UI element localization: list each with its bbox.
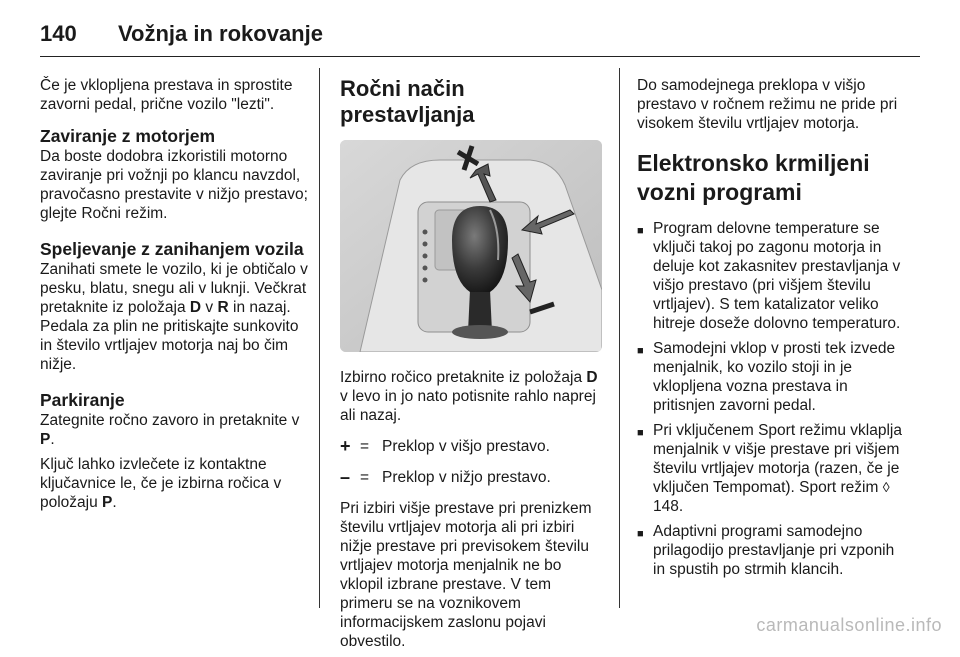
heading-parking: Parkiranje	[40, 390, 125, 410]
parking-text-1: Zategnite ročno zavoro in pretaknite v P.	[40, 412, 300, 448]
column-middle	[340, 76, 602, 657]
engine-braking-text: Da boste dodobra izkoristili motorno zaviranje pri vožnji po klancu navzdol, pravočasno prestavite v nižjo prestavo; glejte Ročni režim.	[40, 148, 308, 222]
list-item: ■ Adaptivni programi samodejno prilagodijo prestavljanje pri vzponih in spustih po strmih klancih.	[637, 523, 895, 578]
minus-icon: –	[340, 467, 351, 487]
column-right	[637, 76, 905, 585]
position-r: R	[217, 299, 229, 316]
column-divider-2	[619, 68, 620, 608]
column-left	[40, 76, 308, 518]
position-d: D	[189, 299, 202, 316]
list-item: ■ Program delovne temperature se vključi takoj po zagonu motorja in deluje kot zakasnitev prestavljanja v višjo prestavo (pri višjem številu vrtljajev). S tem katalizator veliko hitreje doseže dolovno temperaturo.	[637, 220, 901, 332]
heading-manual-mode: Ročni način prestavljanja	[340, 76, 475, 127]
bullet-icon: ■	[637, 345, 644, 357]
lever-instruction: Izbirno ročico pretaknite iz položaja D v levo in jo nato potisnite rahlo naprej ali nazaj.	[340, 369, 598, 424]
parking-text-2: Ključ lahko izvlečete iz kontaktne ključavnice le, če je izbirna ročica v položaju P.	[40, 456, 282, 511]
manual-mode-note: Pri izbiri višje prestave pri prenizkem številu vrtljajev motorja ali pri izbiri nižje prestave pri previsokem številu vrtljajev motorja menjalnik ne bo vklopil izbrane prestave. V tem primeru se na voznikovem informacijskem zaslonu pojavi obvestilo.	[340, 500, 592, 650]
page-reference[interactable]: 148.	[653, 498, 684, 515]
position-d-manual: D	[586, 369, 598, 386]
heading-engine-braking: Zaviranje z motorjem	[40, 126, 216, 146]
intro-paragraph: Če je vklopljena prestava in sprostite zavorni pedal, prične vozilo "lezti".	[40, 77, 293, 113]
bullet-icon: ■	[637, 225, 644, 237]
position-p: P	[40, 431, 51, 448]
list-item: ■ Pri vključenem Sport režimu vklaplja menjalnik v višje prestave pri višjem številu vrtljajev motorja (razen, če je vključen Tempomat). Sport režim ◊ 148.	[637, 422, 902, 515]
auto-upshift-note: Do samodejnega preklopa v višjo prestavo v ročnem režimu ne pride pri visokem številu vrtljajev motorja.	[637, 77, 898, 132]
plus-icon: +	[340, 436, 351, 456]
header-divider	[40, 56, 920, 57]
page-reference-icon: ◊	[882, 479, 890, 495]
column-divider-1	[319, 68, 320, 608]
page-title: Vožnja in rokovanje	[118, 21, 323, 46]
gear-selector-illustration	[340, 140, 602, 352]
upshift-text: Preklop v višjo prestavo.	[382, 438, 550, 455]
downshift-text: Preklop v nižjo prestavo.	[382, 469, 551, 486]
bullet-icon: ■	[637, 427, 644, 439]
page-number: 140	[40, 21, 77, 46]
bullet-icon: ■	[637, 528, 644, 540]
legend-downshift: – = Preklop v nižjo prestavo.	[340, 467, 551, 487]
watermark: carmanualsonline.info	[756, 615, 942, 635]
gear-lever-image	[340, 140, 602, 352]
heading-rocking-vehicle: Speljevanje z zanihanjem vozila	[40, 239, 304, 259]
rocking-vehicle-text: Zanihati smete le vozilo, ki je obtičalo v pesku, blatu, snegu ali v luknji. Večkrat pretaknite iz položaja D v R in nazaj. Pedala za plin ne pritiskajte sunkovito in število vrtljajev motorja naj bo čim nižje.	[40, 261, 308, 373]
heading-electronic-programs: Elektronsko krmiljeni vozni programi	[637, 150, 870, 205]
program-list	[637, 219, 905, 579]
page-header	[40, 14, 323, 54]
list-item: ■ Samodejni vklop v prosti tek izvede menjalnik, ko vozilo stoji in je vklopljena vozna prestava in pritisnjen zavorni pedal.	[637, 340, 896, 414]
position-p-2: P	[102, 494, 113, 511]
legend-upshift: + = Preklop v višjo prestavo.	[340, 436, 550, 456]
